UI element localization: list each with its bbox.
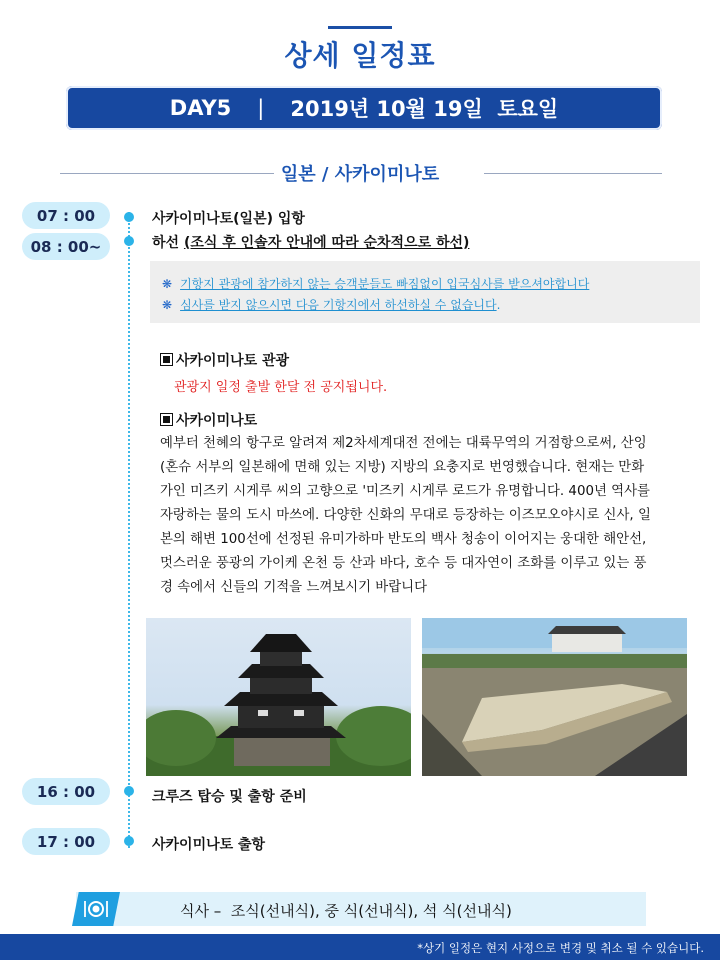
city-heading (160, 410, 257, 430)
day-date-bar (66, 86, 662, 130)
canal-boat-photo (422, 618, 687, 776)
time-badge-0700: 07 : 00 (22, 202, 110, 229)
tour-notice: 관광지 일정 출발 한달 전 공지됩니다. (174, 380, 388, 395)
timeline-line (128, 212, 130, 848)
date-label: 2019년 10월 19일 토요일 (290, 97, 559, 121)
time-badge-1600: 16 : 00 (22, 778, 110, 805)
location-title: 일본 / 사카이미나토 (280, 164, 440, 185)
time-badge-0800: 08 : 00~ (22, 233, 110, 260)
tour-heading (160, 350, 289, 370)
notice-line-2 (162, 296, 500, 313)
event-boarding: 크루즈 탑승 및 출항 준비 (152, 789, 307, 805)
event-disembark-label: 하선 (152, 235, 184, 251)
title-accent-line (328, 26, 392, 29)
notice-text-2-end: . (496, 298, 501, 312)
timeline-dot (124, 786, 134, 796)
day-label: DAY5 (169, 96, 232, 120)
city-heading-text: 사카이미나토 (176, 413, 258, 429)
event-disembark (152, 232, 469, 252)
notice-box (150, 261, 700, 323)
castle-photo (146, 618, 411, 776)
timeline-dot (124, 236, 134, 246)
square-bullet-icon (160, 353, 173, 366)
plate-cutlery-icon (72, 892, 120, 926)
footer-disclaimer: *상기 일정은 현지 사정으로 변경 및 취소 될 수 있습니다. (417, 941, 704, 955)
meal-info: 식사 – 조식(선내식), 중 식(선내식), 석 식(선내식) (180, 902, 512, 920)
event-departure: 사카이미나토 출항 (152, 837, 266, 853)
event-disembark-note: (조식 후 인솔자 안내에 따라 순차적으로 하선) (183, 235, 470, 251)
notice-text-2: 심사를 받지 않으시면 다음 기항지에서 하선하실 수 없습니다 (180, 298, 497, 312)
timeline-dot (124, 836, 134, 846)
asterisk-icon: ❋ (162, 277, 173, 291)
square-bullet-icon (160, 413, 173, 426)
day-separator: | (257, 96, 265, 120)
notice-line-1 (162, 275, 589, 292)
time-badge-1700: 17 : 00 (22, 828, 110, 855)
event-arrival: 사카이미나토(일본) 입항 (152, 211, 305, 227)
page-title: 상세 일정표 (284, 39, 436, 72)
timeline-dot (124, 212, 134, 222)
asterisk-icon: ❋ (162, 298, 173, 312)
notice-text-1: 기항지 관광에 참가하지 않는 승객분들도 빠짐없이 입국심사를 받으셔야합니다 (180, 277, 590, 291)
city-description: 예부터 천혜의 항구로 알려져 제2차세계대전 전에는 대륙무역의 거점항으로써, 산잉(혼슈 서부의 일본해에 면해 있는 지방) 지방의 요충지로 번영했습니다. 현재는 만화가인 미즈키 시게루 씨의 고향으로 '미즈키 시게루 로드가 유명합니다. 400년 역사를 자랑하는 물의 도시 마쓰에. 다양한 신화의 무대로 등장하는 이즈모오야시로 신사, 일본의 해변 100선에 선정된 유미가하마 반도의 백사 청송이 이어지는 웅대한 해안선, 멋스러운 풍광의 가이케 온천 등 산과 바다, 호수 등 대자연이 조화를 이루고 있는 풍경 속에서 신들의 기적을 느껴보시기 바랍니다 (160, 436, 651, 595)
tour-heading-text: 사카이미나토 관광 (176, 353, 290, 369)
